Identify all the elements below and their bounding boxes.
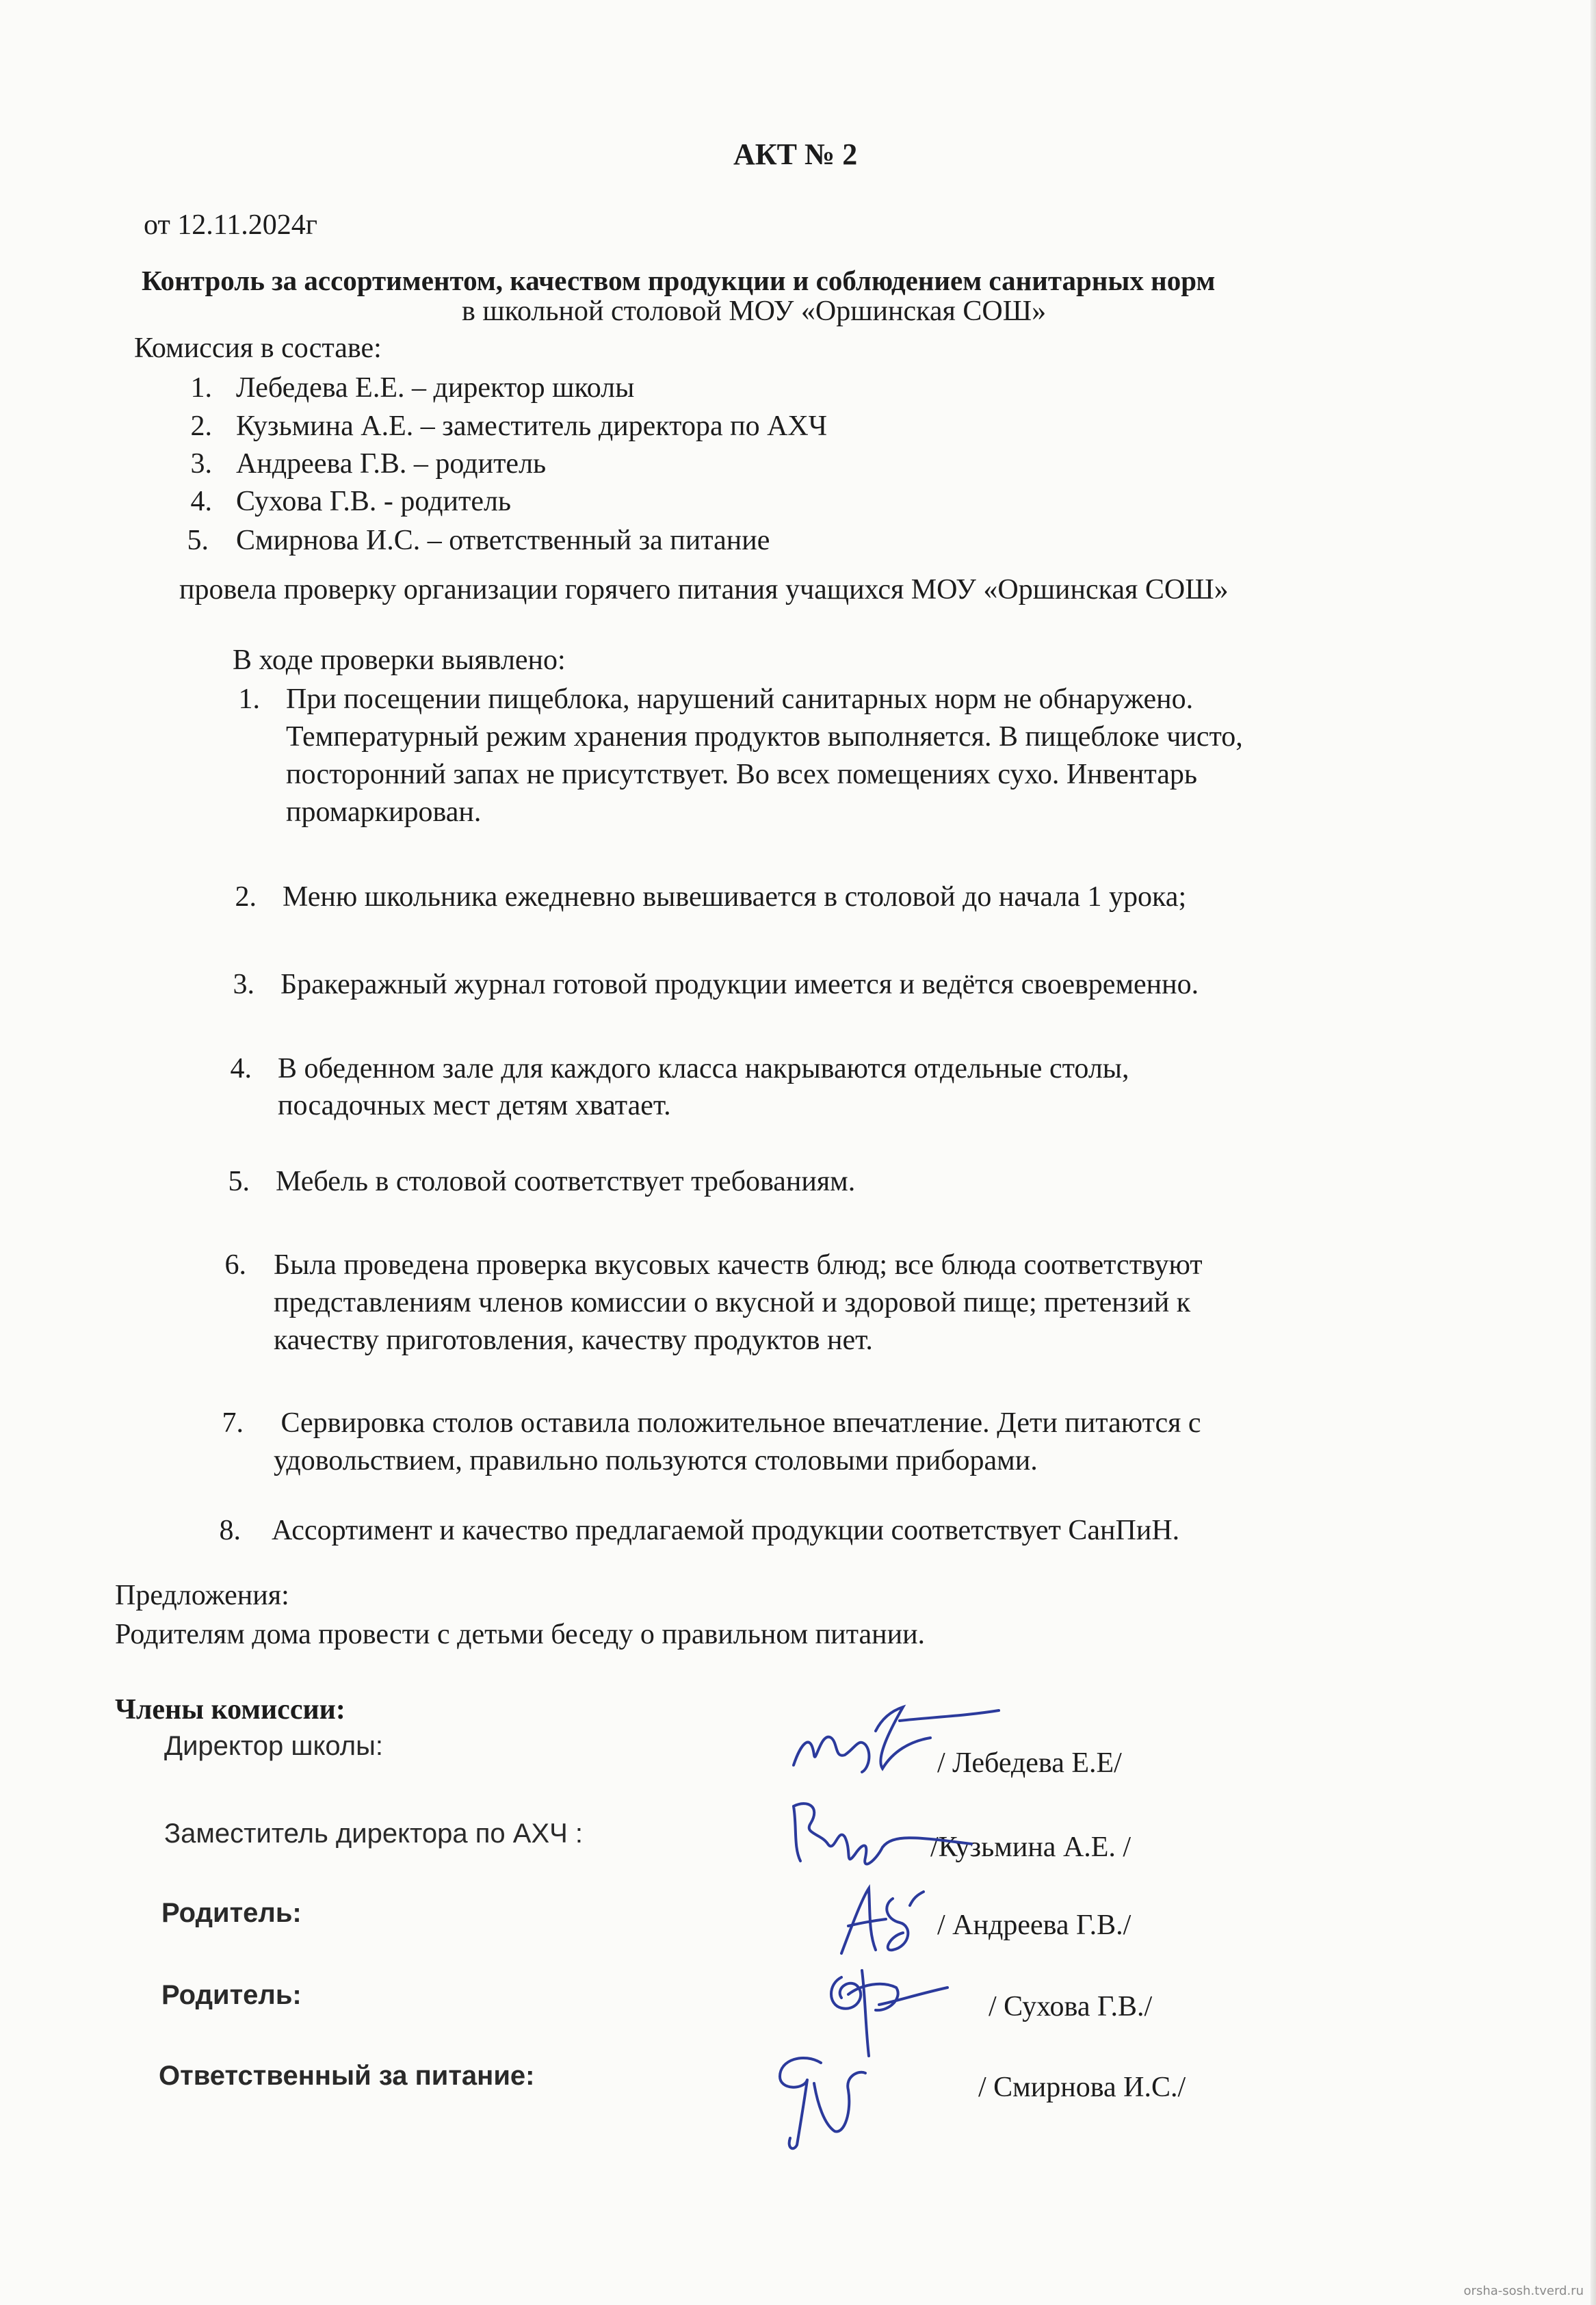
signature-lebedeva <box>773 1690 1006 1793</box>
finding-line: При посещении пищеблока, нарушений санитарных норм не обнаружено. <box>286 683 1194 715</box>
commission-intro: Комиссия в составе: <box>134 333 382 364</box>
finding-line: посторонний запах не присутствует. Во всех помещениях сухо. Инвентарь <box>286 759 1198 790</box>
finding-line: удовольствием, правильно пользуются столовыми приборами. <box>274 1445 1038 1476</box>
signatory-name: / Андреева Г.В./ <box>937 1910 1131 1941</box>
finding-line: промаркирован. <box>286 796 482 828</box>
finding-line: В обеденном зале для каждого класса накрываются отдельные столы, <box>278 1053 1129 1084</box>
findings-intro: В ходе проверки выявлено: <box>233 644 566 676</box>
list-item: Смирнова И.С. – ответственный за питание <box>236 525 770 556</box>
finding-line: качеству приготовления, качеству продуктов нет. <box>274 1325 873 1356</box>
list-item-number: 8. <box>219 1515 241 1546</box>
list-item: Кузьмина А.Е. – заместитель директора по АХЧ <box>236 411 828 442</box>
signatory-name: / Смирнова И.С./ <box>978 2072 1186 2103</box>
proposals-heading: Предложения: <box>115 1580 289 1611</box>
signatory-name: / Лебедева Е.Е/ <box>937 1747 1122 1779</box>
signatory-name: / Сухова Г.В./ <box>989 1991 1153 2022</box>
footer-stamp: orsha-sosh.tverd.ru <box>1463 2284 1584 2298</box>
finding-line: представлениям членов комиссии о вкусной и здоровой пище; претензий к <box>274 1287 1191 1318</box>
finding-line: Была проведена проверка вкусовых качеств блюд; все блюда соответствуют <box>274 1249 1203 1281</box>
list-item-number: 4. <box>190 486 212 517</box>
finding-line: Бракеражный журнал готовой продукции имеется и ведётся своевременно. <box>280 969 1199 1000</box>
commission-action: провела проверку организации горячего питания учащихся МОУ «Оршинская СОШ» <box>179 574 1229 605</box>
list-item-number: 7. <box>222 1407 244 1439</box>
signatory-role: Директор школы: <box>164 1731 383 1761</box>
finding-line: Меню школьника ежедневно вывешивается в столовой до начала 1 урока; <box>283 881 1187 913</box>
finding-line: Сервировка столов оставила положительное впечатление. Дети питаются с <box>274 1407 1201 1439</box>
finding-line: Температурный режим хранения продуктов выполняется. В пищеблоке чисто, <box>286 721 1243 753</box>
signatory-role: Заместитель директора по АХЧ : <box>164 1819 584 1849</box>
list-item: Сухова Г.В. - родитель <box>236 486 512 517</box>
signatory-name: /Кузьмина А.Е. / <box>930 1832 1131 1863</box>
document-subject-line2: в школьной столовой МОУ «Оршинская СОШ» <box>462 296 1047 327</box>
signatory-role: Родитель: <box>161 1980 302 2010</box>
finding-line: Ассортимент и качество предлагаемой продукции соответствует СанПиН. <box>272 1515 1180 1546</box>
proposals-text: Родителям дома провести с детьми беседу о правильном питании. <box>115 1619 926 1650</box>
signature-smirnova <box>756 2042 872 2159</box>
finding-line: посадочных мест детям хватает. <box>278 1090 671 1121</box>
list-item-number: 2. <box>190 411 212 442</box>
list-item-number: 2. <box>235 881 257 913</box>
finding-line: Мебель в столовой соответствует требованиям. <box>276 1166 856 1197</box>
signature-kuzmina <box>780 1786 978 1881</box>
document-title: АКТ № 2 <box>733 138 858 171</box>
list-item-number: 1. <box>238 683 260 715</box>
list-item: Лебедева Е.Е. – директор школы <box>236 372 635 404</box>
list-item: Андреева Г.В. – родитель <box>236 448 547 480</box>
list-item-number: 6. <box>224 1249 246 1281</box>
list-item-number: 3. <box>233 969 254 1000</box>
document-date: от 12.11.2024г <box>144 209 317 241</box>
members-heading: Члены комиссии: <box>115 1694 345 1726</box>
list-item-number: 3. <box>190 448 212 480</box>
document-subject: Контроль за ассортиментом, качеством продукции и соблюдением санитарных норм <box>142 265 1216 296</box>
list-item-number: 5. <box>228 1166 250 1197</box>
page-edge-shadow <box>1591 0 1596 2305</box>
signatory-role: Ответственный за питание: <box>159 2061 535 2091</box>
signatory-role: Родитель: <box>161 1898 302 1928</box>
list-item-number: 5. <box>187 525 209 556</box>
list-item-number: 1. <box>190 372 212 404</box>
list-item-number: 4. <box>230 1053 252 1084</box>
